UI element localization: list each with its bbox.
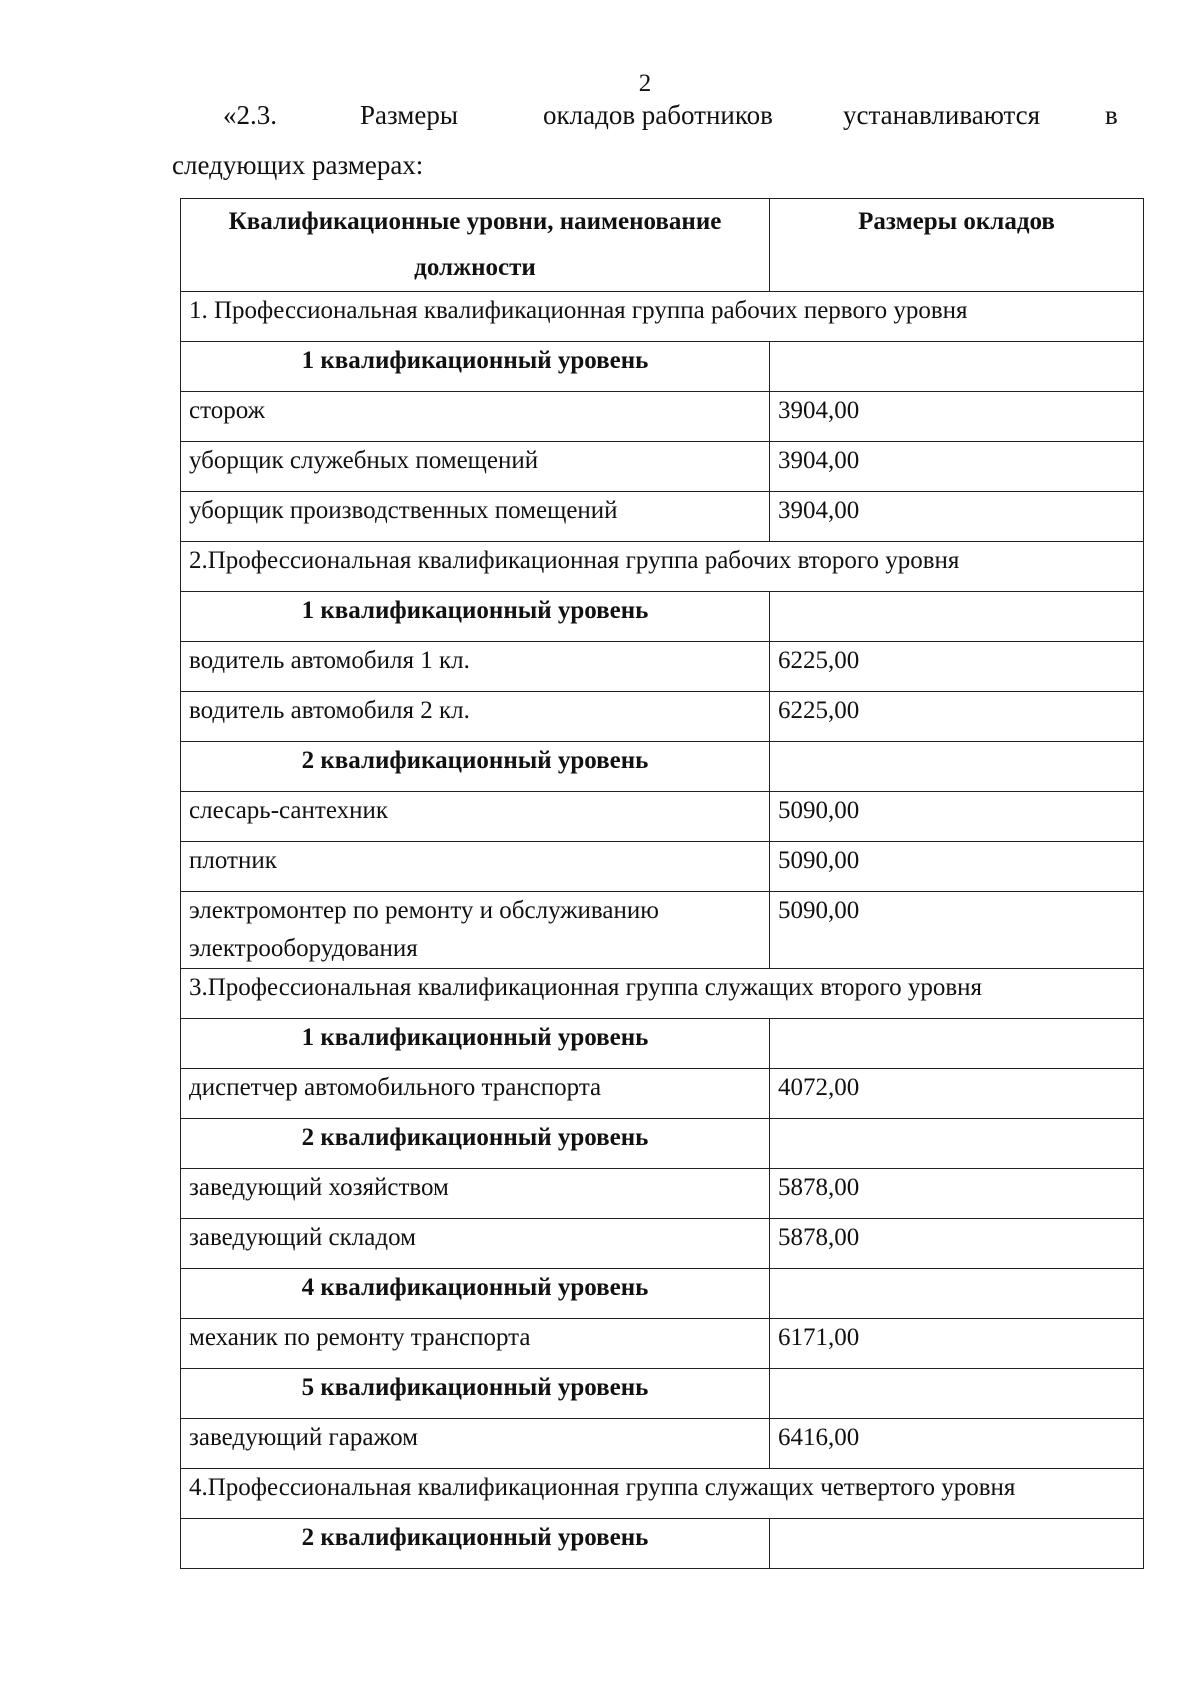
- group-row: [181, 292, 1144, 342]
- salary-value: 3904,00: [770, 442, 1144, 492]
- qualification-level: 1 квалификационный уровень: [181, 342, 770, 392]
- intro-word: Размеры: [360, 100, 458, 130]
- position-row: [181, 1069, 1144, 1119]
- position-name: уборщик производственных помещений: [181, 492, 770, 542]
- table-header-row: [181, 199, 1144, 292]
- group-row: [181, 969, 1144, 1019]
- salary-value: 5090,00: [770, 792, 1144, 842]
- position-name: электромонтер по ремонту и обслуживанию электрооборудования: [181, 892, 770, 969]
- qualification-level: 2 квалификационный уровень: [181, 1119, 770, 1169]
- level-row: [181, 1519, 1144, 1569]
- salary-value: 3904,00: [770, 492, 1144, 542]
- salary-value: [770, 742, 1144, 792]
- intro-word: окладов работников: [543, 100, 773, 130]
- level-row: [181, 592, 1144, 642]
- salary-value: 5090,00: [770, 892, 1144, 969]
- group-row: [181, 542, 1144, 592]
- level-row: [181, 1019, 1144, 1069]
- header-salary: Размеры окладов: [770, 199, 1144, 292]
- qualification-level: 2 квалификационный уровень: [181, 742, 770, 792]
- position-row: [181, 392, 1144, 442]
- position-name: механик по ремонту транспорта: [181, 1319, 770, 1369]
- qualification-level: 2 квалификационный уровень: [181, 1519, 770, 1569]
- salary-value: [770, 1269, 1144, 1319]
- position-row: [181, 642, 1144, 692]
- salary-value: [770, 1119, 1144, 1169]
- position-name: заведующий хозяйством: [181, 1169, 770, 1219]
- position-name: водитель автомобиля 1 кл.: [181, 642, 770, 692]
- group-title: 2.Профессиональная квалификационная группа рабочих второго уровня: [181, 542, 1144, 592]
- salary-table-body: [181, 199, 1144, 1569]
- position-row: [181, 892, 1144, 969]
- position-row: [181, 1219, 1144, 1269]
- salary-value: 3904,00: [770, 392, 1144, 442]
- position-row: [181, 1169, 1144, 1219]
- intro-word: устанавливаются: [843, 100, 1041, 130]
- level-row: [181, 1269, 1144, 1319]
- salary-value: [770, 1019, 1144, 1069]
- salary-value: 5878,00: [770, 1219, 1144, 1269]
- intro-word: «2.3.: [223, 100, 277, 130]
- qualification-level: 1 квалификационный уровень: [181, 1019, 770, 1069]
- salary-value: 6225,00: [770, 692, 1144, 742]
- position-name: заведующий гаражом: [181, 1419, 770, 1469]
- position-name: плотник: [181, 842, 770, 892]
- salary-value: [770, 592, 1144, 642]
- salary-value: 5090,00: [770, 842, 1144, 892]
- position-name: водитель автомобиля 2 кл.: [181, 692, 770, 742]
- position-name: сторож: [181, 392, 770, 442]
- salary-value: 4072,00: [770, 1069, 1144, 1119]
- position-row: [181, 792, 1144, 842]
- position-name: слесарь-сантехник: [181, 792, 770, 842]
- position-row: [181, 692, 1144, 742]
- qualification-level: 5 квалификационный уровень: [181, 1369, 770, 1419]
- salary-value: [770, 1369, 1144, 1419]
- page-number: 2: [638, 70, 652, 97]
- position-name: уборщик служебных помещений: [181, 442, 770, 492]
- position-row: [181, 442, 1144, 492]
- group-title: 3.Профессиональная квалификационная группа служащих второго уровня: [181, 969, 1144, 1019]
- salary-value: [770, 1519, 1144, 1569]
- level-row: [181, 1369, 1144, 1419]
- level-row: [181, 1119, 1144, 1169]
- qualification-level: 1 квалификационный уровень: [181, 592, 770, 642]
- position-row: [181, 1419, 1144, 1469]
- salary-table: [180, 198, 1144, 1569]
- group-title: 1. Профессиональная квалификационная группа рабочих первого уровня: [181, 292, 1144, 342]
- group-title: 4.Профессиональная квалификационная группа служащих четвертого уровня: [181, 1469, 1144, 1519]
- header-qualification: Квалификационные уровни, наименование должности: [181, 199, 770, 292]
- position-name: диспетчер автомобильного транспорта: [181, 1069, 770, 1119]
- position-row: [181, 492, 1144, 542]
- intro-paragraph-line2: следующих размерах:: [172, 150, 424, 180]
- salary-value: 6171,00: [770, 1319, 1144, 1369]
- level-row: [181, 742, 1144, 792]
- group-row: [181, 1469, 1144, 1519]
- salary-value: 6225,00: [770, 642, 1144, 692]
- qualification-level: 4 квалификационный уровень: [181, 1269, 770, 1319]
- position-row: [181, 842, 1144, 892]
- position-name: заведующий складом: [181, 1219, 770, 1269]
- intro-paragraph-line1: [223, 100, 1120, 136]
- position-row: [181, 1319, 1144, 1369]
- salary-value: [770, 342, 1144, 392]
- level-row: [181, 342, 1144, 392]
- salary-value: 5878,00: [770, 1169, 1144, 1219]
- salary-value: 6416,00: [770, 1419, 1144, 1469]
- intro-word: в: [1105, 100, 1118, 130]
